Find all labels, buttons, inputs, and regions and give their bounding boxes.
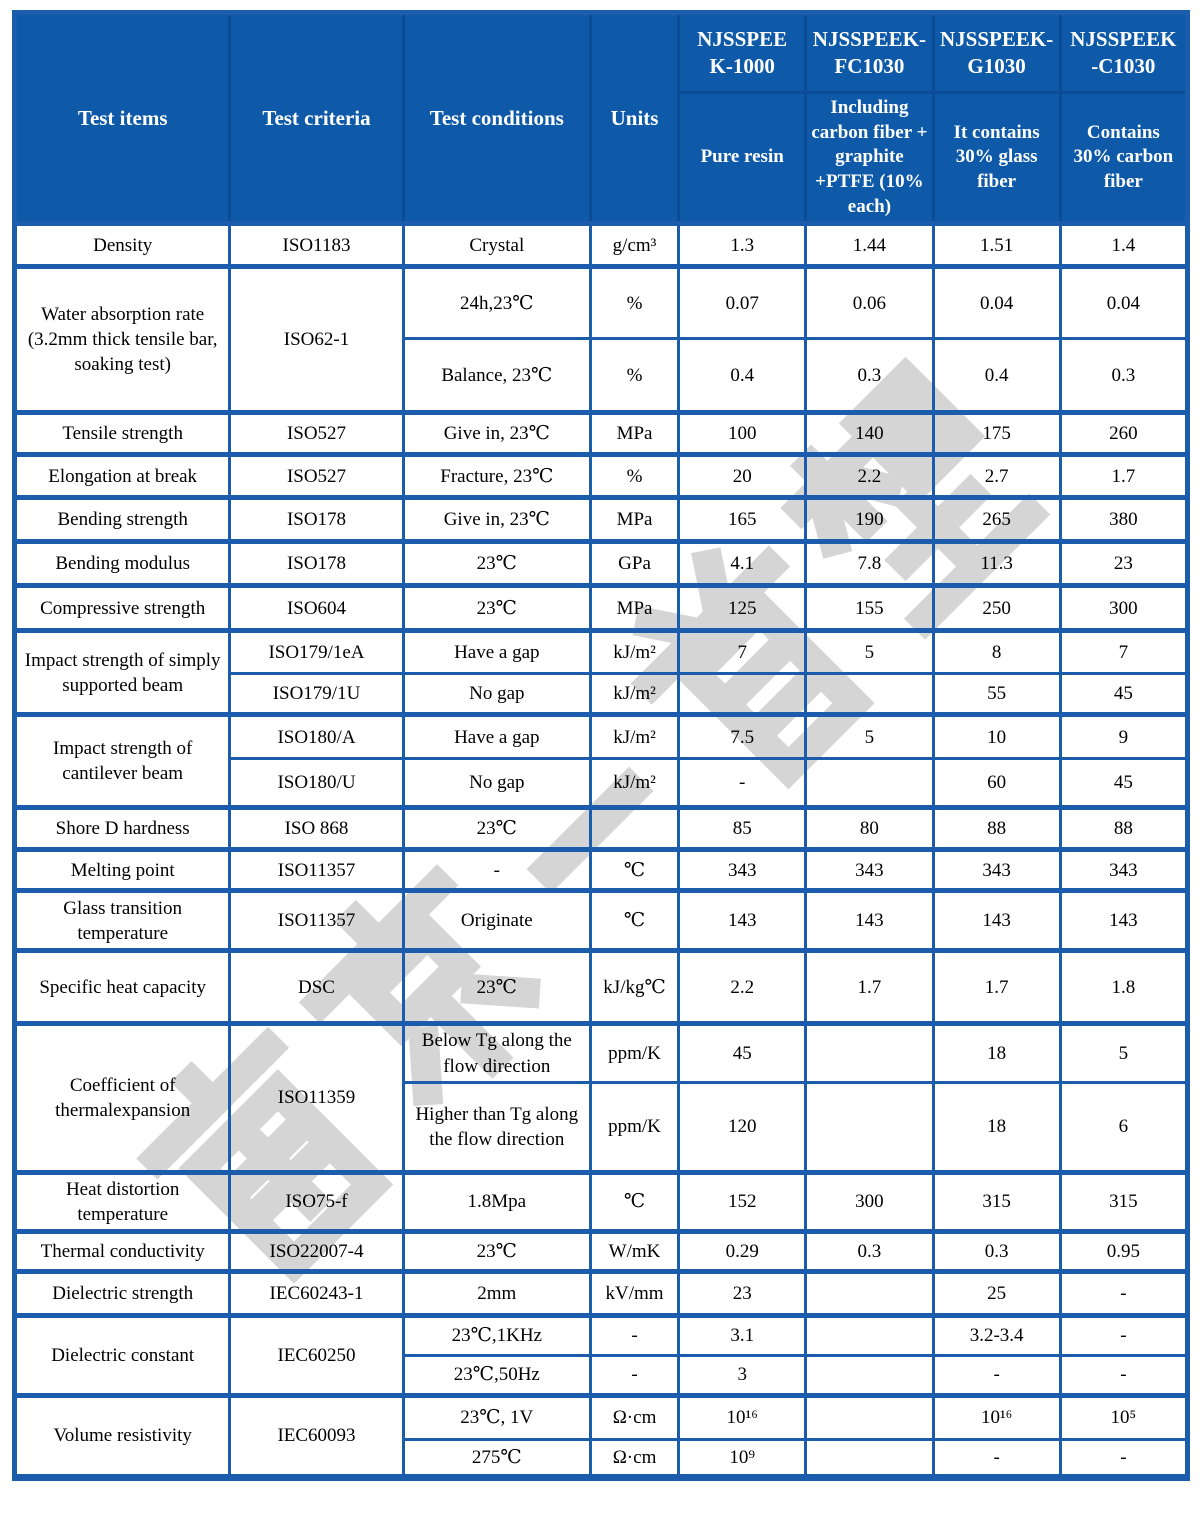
header-product-name-0: NJSSPEE K-1000	[679, 13, 806, 93]
cell-value: 20	[679, 455, 806, 498]
cell-units: -	[590, 1315, 678, 1355]
cell-value: 55	[933, 674, 1060, 715]
table-row	[15, 808, 1188, 850]
cell-value	[806, 759, 933, 808]
cell-value	[806, 1024, 933, 1082]
cell-condition: 23℃,50Hz	[403, 1355, 590, 1395]
cell-value: 7.5	[679, 715, 806, 759]
cell-value: 0.29	[679, 1231, 806, 1271]
table-row	[15, 413, 1188, 455]
cell-value: 45	[679, 1024, 806, 1082]
cell-condition: 23℃	[403, 808, 590, 850]
cell-units: ℃	[590, 891, 678, 951]
cell-criteria: DSC	[230, 951, 403, 1024]
cell-value	[806, 1315, 933, 1355]
table-row	[15, 1172, 1188, 1231]
cell-value: 6	[1060, 1082, 1187, 1172]
cell-units: kJ/kg℃	[590, 951, 678, 1024]
cell-value: 5	[806, 715, 933, 759]
cell-value: 0.06	[806, 267, 933, 339]
cell-value: -	[933, 1355, 1060, 1395]
cell-value: 300	[1060, 586, 1187, 631]
cell-value: 315	[933, 1172, 1060, 1231]
cell-value	[806, 1271, 933, 1315]
cell-value: 2.2	[806, 455, 933, 498]
cell-value: 0.4	[679, 339, 806, 413]
cell-value: 1.7	[1060, 455, 1187, 498]
cell-condition: 23℃	[403, 586, 590, 631]
cell-condition: Originate	[403, 891, 590, 951]
cell-item: Melting point	[15, 850, 230, 891]
cell-value: 60	[933, 759, 1060, 808]
table-row	[15, 715, 1188, 759]
cell-value: 1.3	[679, 224, 806, 267]
cell-value: 7	[1060, 631, 1187, 674]
table-row	[15, 1024, 1188, 1082]
header-product-name-2: NJSSPEEK- G1030	[933, 13, 1060, 93]
cell-item: Heat distortion temperature	[15, 1172, 230, 1231]
cell-criteria: ISO527	[230, 413, 403, 455]
cell-value: 10	[933, 715, 1060, 759]
cell-units: Ω·cm	[590, 1439, 678, 1477]
cell-item: Dielectric constant	[15, 1315, 230, 1395]
cell-value: 8	[933, 631, 1060, 674]
cell-item: Glass transition temperature	[15, 891, 230, 951]
cell-criteria: ISO180/A	[230, 715, 403, 759]
cell-condition: 23℃,1KHz	[403, 1315, 590, 1355]
cell-value: 260	[1060, 413, 1187, 455]
cell-units: MPa	[590, 586, 678, 631]
cell-value: 0.95	[1060, 1231, 1187, 1271]
cell-value: 23	[1060, 542, 1187, 586]
table-row	[15, 850, 1188, 891]
cell-condition: 275℃	[403, 1439, 590, 1477]
cell-item: Tensile strength	[15, 413, 230, 455]
cell-item: Compressive strength	[15, 586, 230, 631]
cell-value: 88	[1060, 808, 1187, 850]
table-row	[15, 891, 1188, 951]
cell-criteria: ISO 868	[230, 808, 403, 850]
table-row	[15, 586, 1188, 631]
cell-value: 23	[679, 1271, 806, 1315]
cell-item: Impact strength of simply supported beam	[15, 631, 230, 715]
cell-value: 190	[806, 498, 933, 542]
cell-criteria: ISO11357	[230, 891, 403, 951]
cell-condition: Fracture, 23℃	[403, 455, 590, 498]
cell-value: 9	[1060, 715, 1187, 759]
table-row	[15, 1231, 1188, 1271]
cell-condition: 23℃	[403, 1231, 590, 1271]
cell-value: 80	[806, 808, 933, 850]
table-row	[15, 1395, 1188, 1439]
cell-condition: 1.8Mpa	[403, 1172, 590, 1231]
cell-value: 3.2-3.4	[933, 1315, 1060, 1355]
cell-value: 1.7	[933, 951, 1060, 1024]
cell-condition: Crystal	[403, 224, 590, 267]
cell-item: Impact strength of cantilever beam	[15, 715, 230, 808]
header-product-desc-0: Pure resin	[679, 93, 806, 224]
header-product-desc-3: Contains 30% carbon fiber	[1060, 93, 1187, 224]
cell-value: 0.3	[933, 1231, 1060, 1271]
table-row	[15, 1315, 1188, 1355]
table-row	[15, 224, 1188, 267]
table-row	[15, 951, 1188, 1024]
cell-value: 1.44	[806, 224, 933, 267]
cell-units: %	[590, 339, 678, 413]
cell-value: 10⁵	[1060, 1395, 1187, 1439]
cell-condition: 23℃	[403, 951, 590, 1024]
cell-value: 143	[806, 891, 933, 951]
cell-value: 25	[933, 1271, 1060, 1315]
cell-value: 140	[806, 413, 933, 455]
table-row	[15, 267, 1188, 339]
cell-criteria: ISO179/1eA	[230, 631, 403, 674]
cell-value: 315	[1060, 1172, 1187, 1231]
cell-value: -	[1060, 1439, 1187, 1477]
cell-value: 0.07	[679, 267, 806, 339]
cell-criteria: ISO1183	[230, 224, 403, 267]
cell-value: 18	[933, 1082, 1060, 1172]
cell-value: 343	[806, 850, 933, 891]
cell-value: 143	[933, 891, 1060, 951]
cell-value	[806, 1439, 933, 1477]
cell-item: Water absorption rate (3.2mm thick tensile bar, soaking test)	[15, 267, 230, 413]
cell-criteria: IEC60093	[230, 1395, 403, 1477]
cell-item: Volume resistivity	[15, 1395, 230, 1477]
cell-value: 7.8	[806, 542, 933, 586]
cell-value: 125	[679, 586, 806, 631]
cell-value: 5	[806, 631, 933, 674]
cell-criteria: IEC60243-1	[230, 1271, 403, 1315]
cell-item: Coefficient of thermalexpansion	[15, 1024, 230, 1172]
cell-value: 0.3	[806, 1231, 933, 1271]
cell-units: g/cm³	[590, 224, 678, 267]
cell-units: ℃	[590, 850, 678, 891]
cell-units: MPa	[590, 413, 678, 455]
cell-value	[679, 674, 806, 715]
cell-value: 1.51	[933, 224, 1060, 267]
cell-condition: 2mm	[403, 1271, 590, 1315]
cell-condition: Higher than Tg along the flow direction	[403, 1082, 590, 1172]
cell-criteria: ISO604	[230, 586, 403, 631]
cell-criteria: ISO75-f	[230, 1172, 403, 1231]
cell-value: 2.2	[679, 951, 806, 1024]
cell-value: -	[1060, 1355, 1187, 1395]
header-product-name-1: NJSSPEEK- FC1030	[806, 13, 933, 93]
cell-value	[806, 1355, 933, 1395]
cell-value: 100	[679, 413, 806, 455]
cell-condition: Give in, 23℃	[403, 413, 590, 455]
cell-item: Elongation at break	[15, 455, 230, 498]
cell-value: 7	[679, 631, 806, 674]
cell-value	[806, 674, 933, 715]
cell-units: -	[590, 1355, 678, 1395]
cell-criteria: ISO178	[230, 542, 403, 586]
cell-value: 88	[933, 808, 1060, 850]
cell-value: 152	[679, 1172, 806, 1231]
cell-condition: Give in, 23℃	[403, 498, 590, 542]
cell-criteria: ISO62-1	[230, 267, 403, 413]
cell-units: kJ/m²	[590, 759, 678, 808]
cell-criteria: ISO527	[230, 455, 403, 498]
table-row	[15, 498, 1188, 542]
cell-units: kJ/m²	[590, 715, 678, 759]
cell-condition: Balance, 23℃	[403, 339, 590, 413]
cell-criteria: IEC60250	[230, 1315, 403, 1395]
cell-value: 1.7	[806, 951, 933, 1024]
header-row-names	[15, 13, 1188, 93]
cell-value: 300	[806, 1172, 933, 1231]
cell-value: 143	[679, 891, 806, 951]
cell-value: 0.04	[933, 267, 1060, 339]
cell-value: 3.1	[679, 1315, 806, 1355]
cell-value: 265	[933, 498, 1060, 542]
cell-value: -	[1060, 1271, 1187, 1315]
cell-units: GPa	[590, 542, 678, 586]
cell-value: 10¹⁶	[933, 1395, 1060, 1439]
cell-value: 0.4	[933, 339, 1060, 413]
cell-value: 1.8	[1060, 951, 1187, 1024]
cell-units: kJ/m²	[590, 674, 678, 715]
cell-item: Shore D hardness	[15, 808, 230, 850]
cell-item: Bending modulus	[15, 542, 230, 586]
cell-value: -	[933, 1439, 1060, 1477]
cell-criteria: ISO11357	[230, 850, 403, 891]
cell-units: ℃	[590, 1172, 678, 1231]
cell-units: %	[590, 455, 678, 498]
cell-units: %	[590, 267, 678, 339]
cell-units: MPa	[590, 498, 678, 542]
spec-table	[12, 10, 1190, 1481]
header-product-desc-1: Including carbon fiber + graphite +PTFE (10% each)	[806, 93, 933, 224]
cell-value: 120	[679, 1082, 806, 1172]
cell-value: 45	[1060, 759, 1187, 808]
table-row	[15, 631, 1188, 674]
cell-item: Density	[15, 224, 230, 267]
cell-item: Thermal conductivity	[15, 1231, 230, 1271]
cell-value: 2.7	[933, 455, 1060, 498]
cell-units: ppm/K	[590, 1024, 678, 1082]
cell-units: Ω·cm	[590, 1395, 678, 1439]
table-row	[15, 455, 1188, 498]
cell-value: 143	[1060, 891, 1187, 951]
header-test-criteria: Test criteria	[230, 13, 403, 224]
cell-value: 3	[679, 1355, 806, 1395]
cell-condition: -	[403, 850, 590, 891]
cell-item: Bending strength	[15, 498, 230, 542]
cell-value: 0.3	[1060, 339, 1187, 413]
header-product-desc-2: It contains 30% glass fiber	[933, 93, 1060, 224]
cell-value: 165	[679, 498, 806, 542]
table-row	[15, 1271, 1188, 1315]
table-row	[15, 542, 1188, 586]
cell-criteria: ISO11359	[230, 1024, 403, 1172]
cell-units	[590, 808, 678, 850]
cell-units: kJ/m²	[590, 631, 678, 674]
header-units: Units	[590, 13, 678, 224]
cell-value: 175	[933, 413, 1060, 455]
cell-value: 10⁹	[679, 1439, 806, 1477]
cell-units: kV/mm	[590, 1271, 678, 1315]
cell-condition: Have a gap	[403, 715, 590, 759]
cell-value: 0.04	[1060, 267, 1187, 339]
cell-criteria: ISO22007-4	[230, 1231, 403, 1271]
cell-condition: No gap	[403, 759, 590, 808]
cell-item: Dielectric strength	[15, 1271, 230, 1315]
cell-value: 85	[679, 808, 806, 850]
cell-value: -	[1060, 1315, 1187, 1355]
cell-value: 0.3	[806, 339, 933, 413]
cell-value: 10¹⁶	[679, 1395, 806, 1439]
cell-units: W/mK	[590, 1231, 678, 1271]
cell-value: 5	[1060, 1024, 1187, 1082]
spec-table-header	[15, 13, 1188, 224]
cell-value: 343	[679, 850, 806, 891]
cell-value: 1.4	[1060, 224, 1187, 267]
cell-condition: 23℃	[403, 542, 590, 586]
cell-value: -	[679, 759, 806, 808]
header-test-items: Test items	[15, 13, 230, 224]
cell-value: 4.1	[679, 542, 806, 586]
spec-table-body	[15, 224, 1188, 1477]
header-test-conditions: Test conditions	[403, 13, 590, 224]
cell-value: 155	[806, 586, 933, 631]
cell-criteria: ISO179/1U	[230, 674, 403, 715]
cell-condition: 23℃, 1V	[403, 1395, 590, 1439]
cell-value: 45	[1060, 674, 1187, 715]
cell-value: 343	[933, 850, 1060, 891]
cell-condition: Below Tg along the flow direction	[403, 1024, 590, 1082]
cell-condition: No gap	[403, 674, 590, 715]
cell-criteria: ISO178	[230, 498, 403, 542]
cell-value: 343	[1060, 850, 1187, 891]
header-product-name-3: NJSSPEEK -C1030	[1060, 13, 1187, 93]
cell-value: 11.3	[933, 542, 1060, 586]
cell-value: 250	[933, 586, 1060, 631]
cell-value: 380	[1060, 498, 1187, 542]
cell-item: Specific heat capacity	[15, 951, 230, 1024]
cell-units: ppm/K	[590, 1082, 678, 1172]
cell-condition: 24h,23℃	[403, 267, 590, 339]
cell-value	[806, 1082, 933, 1172]
cell-condition: Have a gap	[403, 631, 590, 674]
cell-criteria: ISO180/U	[230, 759, 403, 808]
cell-value	[806, 1395, 933, 1439]
cell-value: 18	[933, 1024, 1060, 1082]
